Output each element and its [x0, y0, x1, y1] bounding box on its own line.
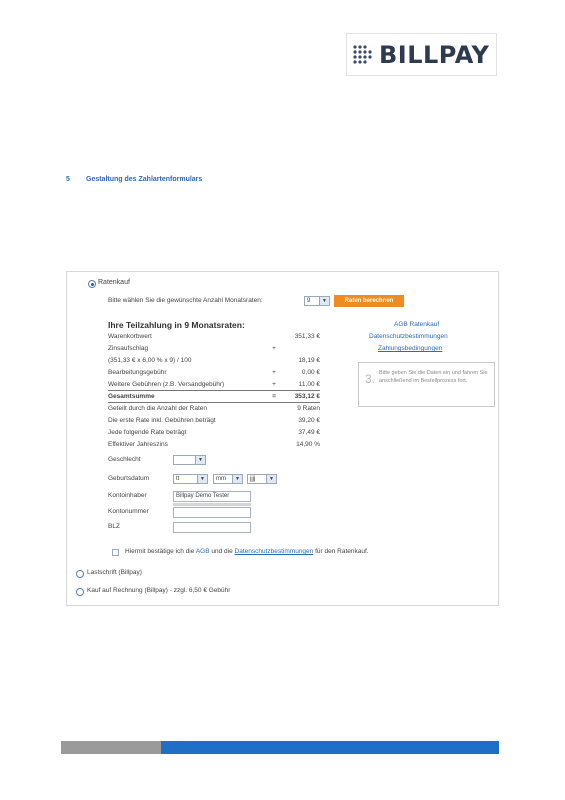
dob-year-value: jjjj [250, 476, 256, 482]
consent-agb-link[interactable]: AGB [195, 548, 210, 555]
chevron-down-icon: ▼ [266, 475, 276, 483]
rate-prompt: Bitte wählen Sie die gewünschte Anzahl Monatsraten: [108, 297, 263, 304]
dob-month-value: mm [216, 476, 226, 482]
consent-mid: und die [211, 548, 233, 555]
row-label: Die erste Rate inkl. Gebühren beträgt [108, 417, 216, 424]
option-rechnung-label: Kauf auf Rechnung (Billpay) - zzgl. 6,50 € Gebühr [87, 587, 231, 594]
row-value: 37,49 € [298, 429, 320, 436]
sum-divider [108, 402, 320, 403]
chevron-down-icon: ▼ [232, 475, 242, 483]
row-value: 39,20 € [298, 417, 320, 424]
holder-input[interactable]: Billpay Demo Tester [173, 491, 251, 502]
consent-pre: Hiermit bestätige ich die [125, 548, 195, 555]
section-title: Gestaltung des Zahlartenformulars [86, 176, 203, 183]
section-number: 5 [66, 176, 70, 183]
hint-text: Bitte geben Sie die Daten ein und fahren Sie anschließend im Bestellprozess fort. [379, 370, 488, 384]
footer-bar-blue [161, 741, 499, 754]
billpay-logo-icon [351, 43, 375, 67]
link-zahlungsbedingungen[interactable]: Zahlungsbedingungen [378, 345, 443, 352]
account-label: Kontonummer [108, 508, 149, 515]
row-value: 14,90 % [296, 441, 320, 448]
row-value: 18,19 € [298, 357, 320, 364]
dob-day-value: tt [176, 476, 180, 482]
row-value: 11,00 € [298, 381, 320, 388]
plan-title: Ihre Teilzahlung in 9 Monatsraten: [108, 320, 245, 330]
row-sign: = [272, 393, 276, 400]
row-value: 351,33 € [294, 333, 320, 340]
gender-select[interactable] [173, 455, 206, 465]
row-label: Effektiver Jahreszins [108, 441, 168, 448]
billpay-logo [346, 33, 497, 76]
consent-checkbox[interactable] [112, 549, 119, 556]
row-label: Gesamtsumme [108, 393, 155, 400]
chevron-down-icon: ▼ [197, 475, 207, 483]
row-sign: + [272, 345, 276, 352]
logo-text: BILLPAY [379, 40, 490, 69]
radio-lastschrift[interactable] [76, 570, 84, 578]
section-heading [66, 176, 202, 183]
row-value: 353,12 € [294, 393, 320, 400]
dob-label: Geburtsdatum [108, 475, 150, 482]
chevron-down-icon: ▼ [195, 456, 205, 464]
row-sign: + [272, 369, 276, 376]
rate-count-value: 9 [307, 298, 311, 304]
consent-text [125, 548, 369, 555]
dob-month-select[interactable] [213, 474, 243, 484]
row-value: 9 Raten [297, 405, 320, 412]
consent-post: für den Ratenkauf. [315, 548, 369, 555]
rate-count-select[interactable] [304, 296, 330, 306]
row-label: Jede folgende Rate beträgt [108, 429, 187, 436]
link-datenschutz[interactable]: Datenschutzbestimmungen [369, 333, 448, 340]
radio-ratenkauf[interactable] [88, 280, 96, 288]
holder-label: Kontoinhaber [108, 492, 147, 499]
row-label: Geteilt durch die Anzahl der Raten [108, 405, 208, 412]
blz-input[interactable] [173, 522, 251, 533]
dob-year-select[interactable] [247, 474, 277, 484]
holder-input-shadow [173, 503, 251, 506]
gender-label: Geschlecht [108, 456, 141, 463]
option-lastschrift-label: Lastschrift (Billpay) [87, 569, 142, 576]
row-value: 0,00 € [301, 369, 320, 376]
row-label: Bearbeitungsgebühr [108, 369, 167, 376]
payment-form-screenshot [66, 271, 499, 606]
chevron-down-icon: ▼ [319, 297, 329, 305]
row-label: (351,33 € x 6,00 % x 9) / 100 [108, 357, 192, 364]
account-input[interactable] [173, 507, 251, 518]
row-label: Warenkorbwert [108, 333, 152, 340]
hint-number: 3. [365, 372, 376, 386]
blz-label: BLZ [108, 523, 120, 530]
dob-day-select[interactable] [173, 474, 208, 484]
consent-privacy-link[interactable]: Datenschutzbestimmungen [234, 548, 314, 555]
row-label: Zinsaufschlag [108, 345, 149, 352]
hint-box [358, 362, 495, 407]
footer-bar-grey [61, 741, 161, 754]
row-label: Weitere Gebühren (z.B. Versandgebühr) [108, 381, 225, 388]
option-ratenkauf-label: Ratenkauf [98, 279, 130, 286]
radio-rechnung[interactable] [76, 588, 84, 596]
calc-rates-button[interactable]: Raten berechnen [334, 295, 404, 307]
row-sign: + [272, 381, 276, 388]
link-agb-ratenkauf[interactable]: AGB Ratenkauf [394, 321, 440, 328]
sum-divider [108, 390, 320, 391]
